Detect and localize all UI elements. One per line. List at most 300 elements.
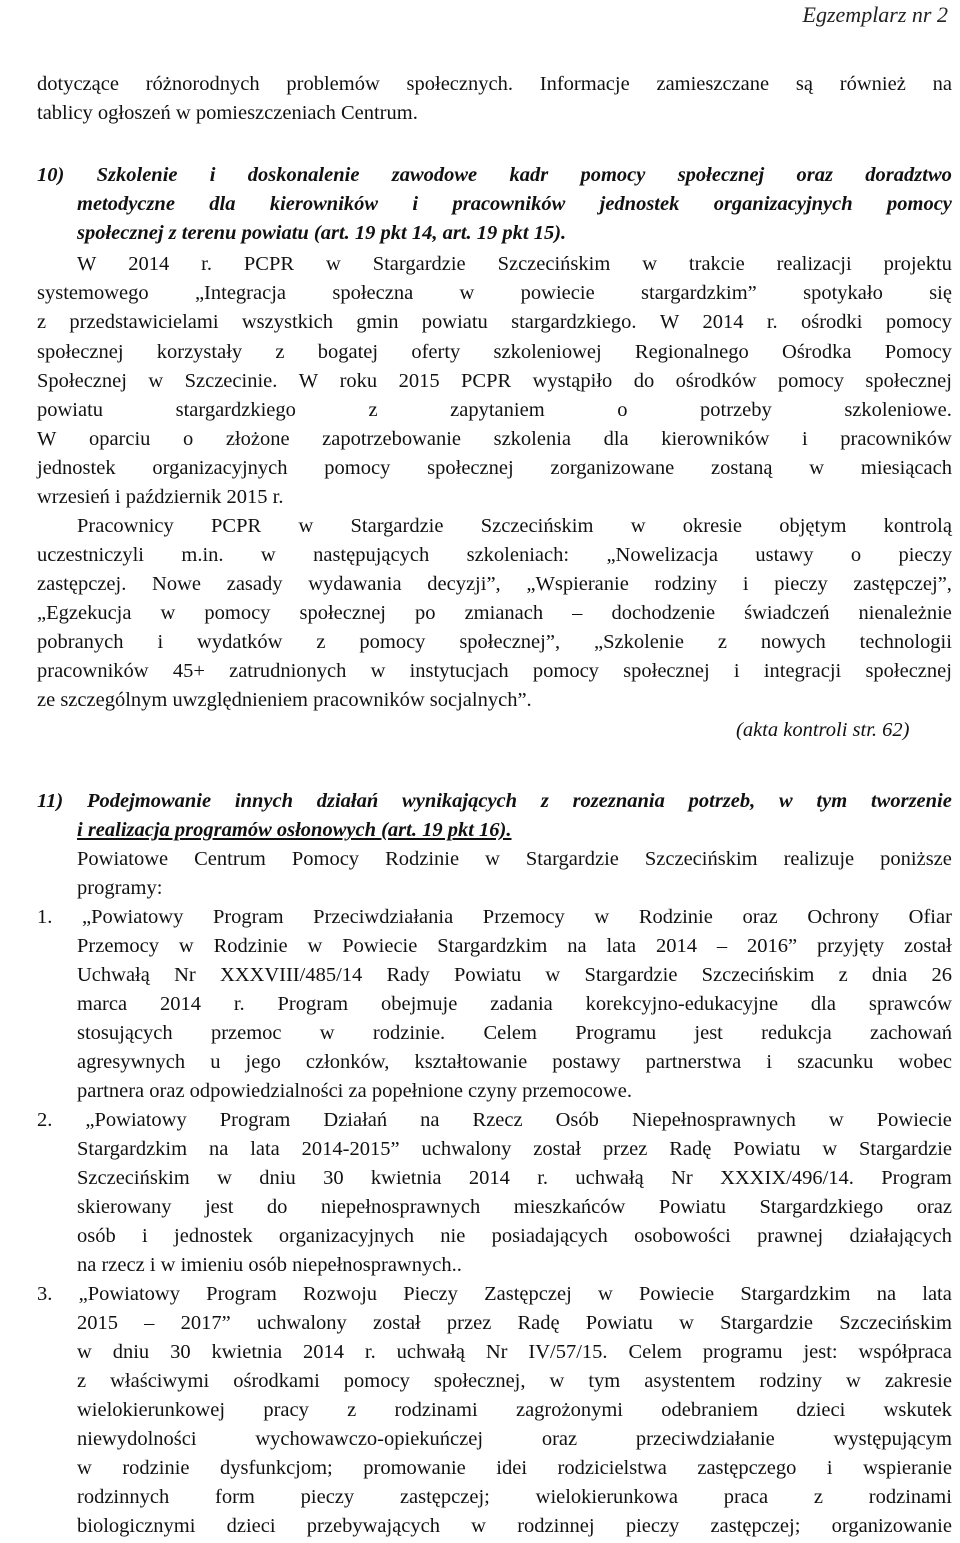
word: zachowań (870, 1022, 952, 1044)
word: Celem (628, 1341, 682, 1363)
word: pracy (263, 1399, 309, 1421)
word: promowanie (363, 1457, 466, 1479)
word: Rady (386, 964, 430, 986)
word: ośrodkami (233, 1370, 320, 1392)
text-line: partnera oraz odpowiedzialności za popełnione czyny przemocowe. (77, 1080, 632, 1102)
word: dzieci (796, 1399, 846, 1421)
word: organizowanie (831, 1515, 952, 1537)
word: r. (233, 993, 245, 1015)
word: Ochrony (807, 906, 880, 928)
word: pracowników (37, 660, 149, 682)
word: zawodowe (391, 164, 478, 186)
word: jednostek (599, 193, 680, 215)
word: uczestniczyli (37, 544, 145, 566)
word: Informacje (539, 73, 630, 95)
word: w (370, 660, 386, 682)
word: na (876, 1283, 897, 1305)
word: powiatu (421, 311, 488, 333)
word: niepełnosprawnych (320, 1196, 481, 1218)
word: z (540, 790, 549, 812)
word: i (733, 660, 740, 682)
word: w (325, 253, 341, 275)
word: „Szkolenie (593, 631, 684, 653)
word: 2014 (302, 1341, 344, 1363)
text-line (77, 1019, 952, 1048)
word: dzieci (226, 1515, 276, 1537)
word: Powiatu (585, 1312, 653, 1334)
word: Szczecińskim (644, 848, 758, 870)
word: w (545, 964, 561, 986)
word: u (210, 1051, 221, 1073)
word: w (679, 1312, 694, 1334)
word: wszystkich (241, 311, 333, 333)
word: „Powiatowy (85, 1109, 187, 1131)
word: projektu (883, 253, 952, 275)
word: poniższe (880, 848, 952, 870)
word: nie (440, 1225, 466, 1247)
word: szkoleniowej (493, 341, 602, 363)
word: szkolenia (493, 428, 572, 450)
word: asystentem (644, 1370, 736, 1392)
word: 3. (37, 1283, 53, 1305)
word: pomocy (887, 193, 952, 215)
word: Nr (485, 1341, 508, 1363)
word: w (594, 906, 610, 928)
word: Program (219, 1109, 291, 1131)
word: ustawy (755, 544, 814, 566)
text-line (37, 396, 952, 425)
word: Nr (174, 964, 196, 986)
word: mieszkańców (513, 1196, 626, 1218)
word: pieczy (774, 573, 828, 595)
word: powiecie (520, 282, 595, 304)
word: rodzinnych (77, 1486, 170, 1508)
text-line (37, 599, 952, 628)
word: w (549, 1370, 565, 1392)
word: społecznej (37, 341, 124, 363)
word: realizuje (783, 848, 855, 870)
word: oraz (796, 164, 833, 186)
word: doskonalenie (247, 164, 360, 186)
word: na (420, 1109, 440, 1131)
word: Centrum (194, 848, 266, 870)
word: dochodzenie (611, 602, 716, 624)
word: 2014-2015” (301, 1138, 400, 1160)
word: odebraniem (661, 1399, 759, 1421)
word: – (144, 1312, 155, 1334)
word: Powiatu (658, 1196, 727, 1218)
text-line (37, 1280, 952, 1309)
text-line: ze szczególnym uwzględnieniem pracowników socjalnych”. (37, 689, 532, 711)
word: społecznej (427, 457, 514, 479)
word: oraz (742, 906, 778, 928)
word: Stargardzie (350, 515, 444, 537)
word: różnorodnych (145, 73, 260, 95)
word: do (266, 1196, 288, 1218)
word: trakcie (688, 253, 745, 275)
text-line (37, 279, 952, 308)
word: Pieczy (403, 1283, 458, 1305)
text-line (77, 990, 952, 1019)
word: dniu (112, 1341, 150, 1363)
text-line (77, 1483, 952, 1512)
text-line (77, 1454, 952, 1483)
word: 2015 (398, 370, 440, 392)
word: 30 (170, 1341, 191, 1363)
word: 2014 (128, 253, 170, 275)
word: wychowawczo-opiekuńczej (255, 1428, 484, 1450)
word: – (716, 935, 728, 957)
word: zagrożonymi (515, 1399, 623, 1421)
word: Szczecińskim (839, 1312, 952, 1334)
text-line (37, 787, 952, 816)
text-line (37, 308, 952, 337)
word: 1. (37, 906, 53, 928)
text-line (37, 425, 952, 454)
word: IV/57/15. (528, 1341, 608, 1363)
word: rodzinnej (517, 1515, 595, 1537)
word: dla (603, 428, 629, 450)
word: skierowany (77, 1196, 172, 1218)
word: o (850, 544, 862, 566)
word: z (275, 341, 285, 363)
word: z (37, 311, 47, 333)
word: oraz (541, 1428, 578, 1450)
word: przemoc (210, 1022, 282, 1044)
word: właściwymi (110, 1370, 210, 1392)
word: w (217, 1167, 232, 1189)
word: pomocy (343, 1370, 410, 1392)
word: zapotrzebowanie (322, 428, 462, 450)
word: w (828, 1109, 844, 1131)
text-line (77, 1135, 952, 1164)
word: wystąpiło (532, 370, 613, 392)
word: pomocy (580, 164, 646, 186)
text-line (37, 367, 952, 396)
word: korekcyjno-edukacyjne (585, 993, 779, 1015)
word: ośrodki (801, 311, 863, 333)
word: oraz (916, 1196, 952, 1218)
word: w (779, 790, 793, 812)
word: zorganizowane (550, 457, 675, 479)
word: Stargardzkim (437, 935, 548, 957)
word: działających (849, 1225, 952, 1247)
word: sprawców (868, 993, 952, 1015)
word: rodzinami (868, 1486, 952, 1508)
word: Przeciwdziałania (313, 906, 454, 928)
word: Szczecińskim (77, 1167, 190, 1189)
word: biologicznymi (77, 1515, 196, 1537)
word: agresywnych (77, 1051, 186, 1073)
word: Powiatu (454, 964, 522, 986)
word: jest: (803, 1341, 838, 1363)
word: i (142, 1225, 148, 1247)
word: Szczecińskim (701, 964, 815, 986)
word: niewydolności (77, 1428, 197, 1450)
word: Program (212, 906, 284, 928)
word: Ofiar (908, 906, 952, 928)
word: szacunku (797, 1051, 874, 1073)
word: zastępczej. (37, 573, 127, 595)
word: z (717, 631, 727, 653)
word: W (77, 253, 97, 275)
word: Pracownicy (77, 515, 174, 537)
word: W (37, 428, 57, 450)
word: realizacji (776, 253, 852, 275)
word: o (183, 428, 194, 450)
word: zostaną (711, 457, 773, 479)
word: form (215, 1486, 255, 1508)
word: „Wspieranie (526, 573, 629, 595)
word: wobec (898, 1051, 952, 1073)
word: pobranych (37, 631, 124, 653)
word: wydatków (197, 631, 283, 653)
word: rodzicielstwa (557, 1457, 667, 1479)
word: PCPR (211, 515, 262, 537)
word: złożone (225, 428, 290, 450)
word: społecznej”, (459, 631, 561, 653)
word: na (932, 73, 952, 95)
word: stargardzkiego. (511, 311, 637, 333)
word: instytucjach (409, 660, 509, 682)
word: działań (316, 790, 379, 812)
word: społeczna (332, 282, 414, 304)
word: i (412, 193, 419, 215)
word: ośrodków (675, 370, 757, 392)
word: Pomocy (884, 341, 952, 363)
text-line (77, 1396, 952, 1425)
text-line (77, 250, 952, 279)
text-line (77, 961, 952, 990)
word: Radę (517, 1312, 560, 1334)
word: Stargardzie (372, 253, 466, 275)
word: wspieranie (863, 1457, 952, 1479)
word: Regionalnego (634, 341, 749, 363)
word: występującym (833, 1428, 952, 1450)
word: w (485, 848, 500, 870)
word: „Nowelizacja (606, 544, 718, 566)
word: uchwałą (396, 1341, 465, 1363)
word: społecznej (677, 164, 765, 186)
word: redukcja (761, 1022, 832, 1044)
word: kierowników (661, 428, 770, 450)
word: pomocy (324, 457, 391, 479)
text-line (77, 1164, 952, 1193)
word: W (298, 370, 319, 392)
word: w (77, 1341, 92, 1363)
word: W (659, 311, 680, 333)
word: nienależnie (858, 602, 952, 624)
word: zmianach (464, 602, 544, 624)
word: „Powiatowy (81, 906, 184, 928)
word: Stargardzkim (77, 1138, 188, 1160)
text-line (77, 845, 952, 874)
word: jego (245, 1051, 281, 1073)
word: jest (694, 1022, 723, 1044)
word: pieczy (300, 1486, 355, 1508)
word: został (533, 1138, 582, 1160)
text-line (37, 1106, 952, 1135)
word: wynikających (402, 790, 518, 812)
text-line (37, 628, 952, 657)
word: Przemocy (77, 935, 159, 957)
word: 2014 (159, 993, 201, 1015)
word: został (904, 935, 952, 957)
word: i (742, 573, 749, 595)
word: w (846, 1370, 861, 1392)
word: prawnej (757, 1225, 824, 1247)
word: 2015 (77, 1312, 118, 1334)
word: XXXIX/496/14. (720, 1167, 854, 1189)
word: społecznej (623, 660, 710, 682)
word: systemowego (37, 282, 149, 304)
word: m.in. (181, 544, 224, 566)
word: Powiecie (639, 1283, 715, 1305)
word: świadczeń (744, 602, 830, 624)
word: jest (204, 1196, 234, 1218)
word: Ośrodka (782, 341, 852, 363)
word: 2. (37, 1109, 53, 1131)
word: został (372, 1312, 421, 1334)
word: społecznych. (406, 73, 513, 95)
word: zatrudnionych (229, 660, 347, 682)
word: Stargardzie (584, 964, 678, 986)
word: dnia (871, 964, 908, 986)
word: Rzecz (472, 1109, 523, 1131)
word: i (157, 631, 164, 653)
word: oparciu (88, 428, 151, 450)
word: roku (339, 370, 378, 392)
word: Szczecińskim (480, 515, 594, 537)
text-line (37, 454, 952, 483)
word: 10) (37, 164, 65, 186)
word: w (459, 282, 475, 304)
word: – (572, 602, 583, 624)
word: posiadających (491, 1225, 608, 1247)
word: szkoleniach: (466, 544, 570, 566)
word: zasady (226, 573, 283, 595)
word: uchwałą (575, 1167, 644, 1189)
word: Niepełnosprawnych (631, 1109, 796, 1131)
word: społecznej, (433, 1370, 526, 1392)
word: zadania (490, 993, 553, 1015)
word: r. (537, 1167, 549, 1189)
text-line: programy: (77, 877, 163, 899)
word: Stargardzie (525, 848, 619, 870)
word: Przemocy (482, 906, 565, 928)
word: dla (209, 193, 236, 215)
word: problemów (286, 73, 380, 95)
word: z (316, 631, 326, 653)
word: w (77, 1457, 92, 1479)
word: objętym (779, 515, 847, 537)
word: kierowników (269, 193, 379, 215)
word: r. (766, 311, 778, 333)
word: lata (606, 935, 637, 957)
word: w (319, 1022, 335, 1044)
word: Powiecie (876, 1109, 952, 1131)
word: i (209, 164, 216, 186)
word: dysfunkcjom; (220, 1457, 333, 1479)
word: Stargardzie (859, 1138, 952, 1160)
text-line (77, 1222, 952, 1251)
word: pomocy (359, 631, 426, 653)
word: idei (496, 1457, 528, 1479)
word: społecznej (299, 602, 386, 624)
word: Celem (483, 1022, 537, 1044)
word: zastępczej; (399, 1486, 490, 1508)
word: Program (881, 1167, 952, 1189)
word: zamieszczane (656, 73, 770, 95)
word: przebywających (306, 1515, 440, 1537)
word: pracowników (840, 428, 952, 450)
text-line (77, 1048, 952, 1077)
word: Rodzinie (638, 906, 713, 928)
word: rodziny (759, 1370, 822, 1392)
word: stargardzkiego (175, 399, 296, 421)
word: Powiatowe (77, 848, 169, 870)
word: Nowe (152, 573, 202, 595)
text-line (77, 1338, 952, 1367)
word: przez (446, 1312, 492, 1334)
word: kadr (509, 164, 549, 186)
word: przez (603, 1138, 648, 1160)
word: pieczy (898, 544, 952, 566)
word: „Integracja (194, 282, 286, 304)
word: lata (250, 1138, 280, 1160)
word: w (597, 1283, 613, 1305)
word: tworzenie (870, 790, 952, 812)
word: innych (234, 790, 293, 812)
word: pomocy (204, 602, 271, 624)
word: społecznej (865, 660, 952, 682)
word: PCPR (461, 370, 512, 392)
word: organizacyjnych (152, 457, 288, 479)
word: Działań (323, 1109, 388, 1131)
word: powiatu (37, 399, 104, 421)
word: Osób (555, 1109, 599, 1131)
word: jednostek (37, 457, 116, 479)
word: osób (77, 1225, 116, 1247)
word: Zastępczej (484, 1283, 572, 1305)
word: Stargardzkiego (759, 1196, 884, 1218)
word: uchwalony (256, 1312, 347, 1334)
word: Uchwałą (77, 964, 150, 986)
word: w (822, 1138, 838, 1160)
word: XXXVIII/485/14 (219, 964, 363, 986)
word: postawy (552, 1051, 621, 1073)
word: tym (816, 790, 848, 812)
word: partnerstwa (645, 1051, 742, 1073)
word: i (766, 1051, 773, 1073)
word: nowych (760, 631, 826, 653)
word: „Egzekucja (37, 602, 132, 624)
word: doradztwo (865, 164, 952, 186)
word: oferty (411, 341, 461, 363)
word: 2014 (468, 1167, 510, 1189)
word: Powiatu (733, 1138, 801, 1160)
word: wielokierunkowa (535, 1486, 678, 1508)
word: Szczecińskim (497, 253, 611, 275)
word: pieczy (625, 1515, 680, 1537)
text-line (37, 657, 952, 686)
word: metodyczne (77, 193, 175, 215)
word: kształtowanie (414, 1051, 528, 1073)
word: okresie (682, 515, 742, 537)
text-line (37, 70, 952, 99)
word: Stargardzie (720, 1312, 814, 1334)
word: Program (206, 1283, 277, 1305)
